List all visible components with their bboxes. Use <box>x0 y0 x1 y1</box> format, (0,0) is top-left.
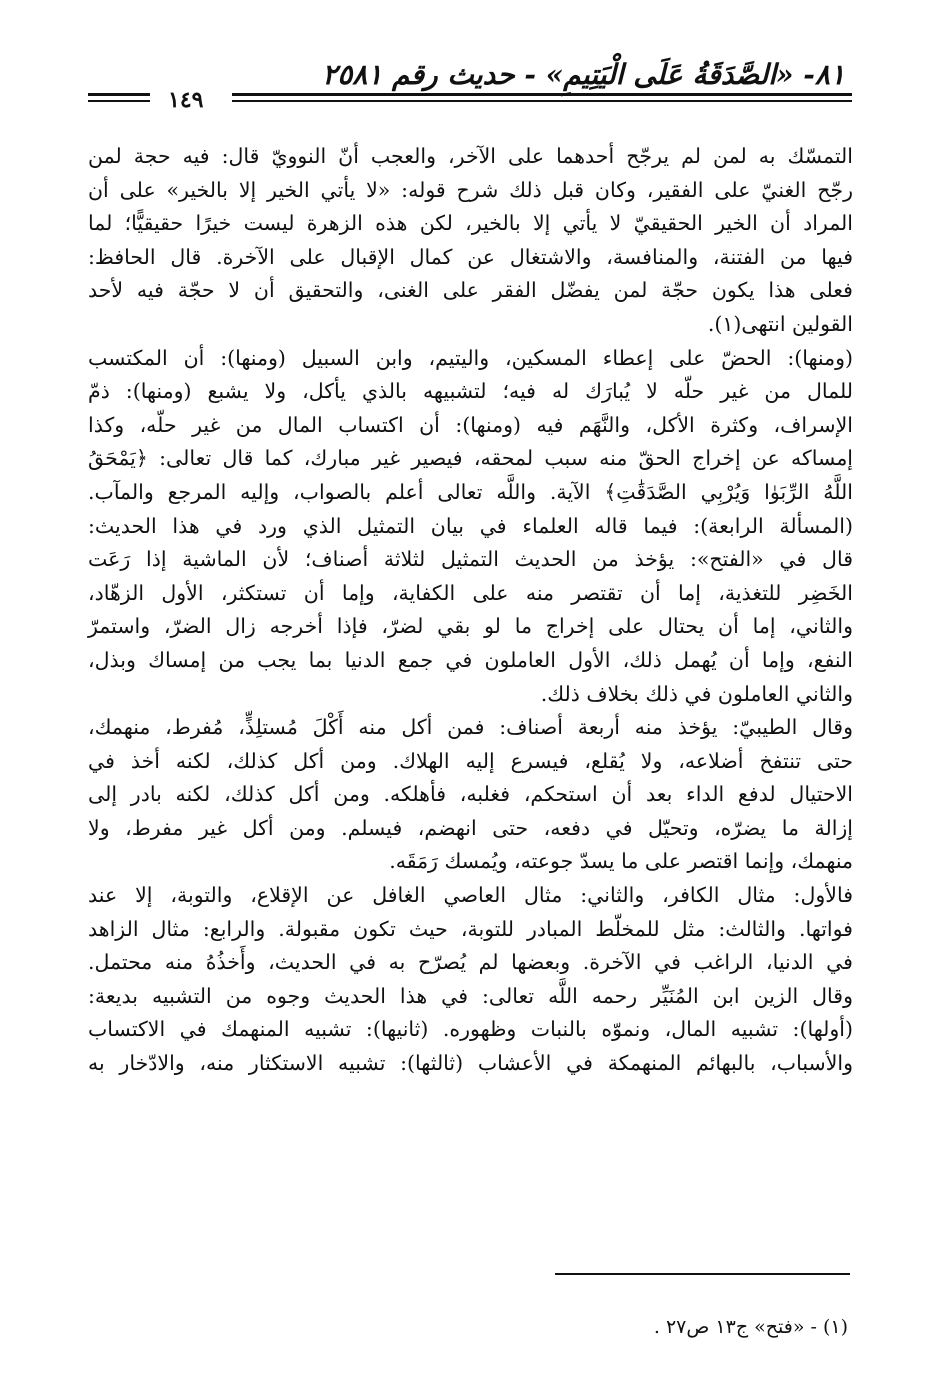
text-line: إزالة ما يضرّه، وتحيّل في دفعه، حتى انهضم، فيسلم. ومن أكل غير مفرط، ولا <box>88 815 853 840</box>
paragraph-3 <box>88 510 853 544</box>
text-line: النفع، وإما أن يُهمل ذلك، الأول العاملون في جمع الدنيا بما يجب من إمساك وبذل، <box>88 647 853 672</box>
text-line: وقال الطيبيّ: يؤخذ منه أربعة أصناف: فمن أكل منه أَكْلَ مُستلِذٍّ، مُفرط، منهمك، <box>88 715 853 740</box>
page-number: ١٤٩ <box>168 87 204 113</box>
text-line: فعلى هذا يكون حجّة لمن يفضّل الفقر على الغنى، والتحقيق أن لا حجّة فيه لأحد <box>88 278 853 303</box>
body-text <box>88 140 853 1081</box>
text-line: والثاني العاملون في ذلك بخلاف ذلك. <box>540 681 853 706</box>
running-title: ٨١- «الصَّدَقَةُ عَلَى الْيَتِيمِ» - حديث رقم ٢٥٨١ <box>322 58 845 91</box>
text-line: إمساكه عن إخراج الحقّ منه سبب لمحقه، فيصير غير مبارك، كما قال تعالى: ﴿يَمْحَقُ <box>88 446 853 471</box>
text-line: فيها من الفتنة، والمنافسة، والاشتغال عن كمال الإقبال على الآخرة. قال الحافظ: <box>88 244 853 269</box>
paragraph-6 <box>88 879 853 980</box>
header-rule-thin <box>232 100 852 102</box>
footnote-separator <box>555 1273 850 1275</box>
paragraph-5 <box>88 711 853 879</box>
text-line: القولين انتهى(١). <box>707 311 853 336</box>
text-line: (أولها): تشبيه المال، ونموّه بالنبات وظهوره. (ثانيها): تشبيه المنهمك في الاكتساب <box>88 1017 853 1042</box>
text-line: والأسباب، بالبهائم المنهمكة في الأعشاب (ثالثها): تشبيه الاستكثار منه، والادّخار به <box>88 1051 853 1076</box>
text-line: للمال من غير حلّه لا يُبارَك له فيه؛ لتشبيهه بالذي يأكل، ولا يشبع (ومنها): ذمّ <box>88 379 853 404</box>
text-line: في الدنيا، الراغب في الآخرة. وبعضها لم يُصرّح به في الحديث، وأَخذُهُ منه محتمل. <box>88 950 853 975</box>
footnote: (١) - «فتح» ج١٣ ص٢٧ . <box>653 1316 848 1338</box>
paragraph-7 <box>88 980 853 1081</box>
text-line: (المسألة الرابعة): فيما قاله العلماء في بيان التمثيل الذي ورد في هذا الحديث: <box>88 513 853 538</box>
text-line: فواتها. والثالث: مثل للمخلّط المبادر للتوبة، حيث تكون مقبولة. والرابع: مثال الزاهد <box>88 916 853 941</box>
text-line: فالأول: مثال الكافر، والثاني: مثال العاصي الغافل عن الإقلاع، والتوبة، إلا عند <box>88 883 853 908</box>
page-header <box>0 58 940 118</box>
text-line: والثاني، إما أن يحتال على إخراج ما لو بقي لضرّ، فإذا أخرجه زال الضرّ، واستمرّ <box>88 614 853 639</box>
header-rule-left-thin <box>88 100 150 102</box>
text-line: رجّح الغنيّ على الفقير، وكان قبل ذلك شرح قوله: «لا يأتي الخير إلا بالخير» على أن <box>88 177 853 202</box>
header-rule-thick <box>232 93 852 96</box>
text-line: الخَضِر للتغذية، إما أن تقتصر منه على الكفاية، وإما أن تستكثر، الأول الزهّاد، <box>88 580 853 605</box>
text-line: الاحتيال لدفع الداء بعد أن استحكم، فغلبه، فأهلكه. ومن أكل كذلك، لكنه بادر إلى <box>88 782 853 807</box>
text-line: اللَّهُ الرِّبَوٰا وَيُرْبِي الصَّدَقَٰتِ﴾ الآية. واللَّه تعالى أعلم بالصواب، وإليه المرجع والمآب. <box>88 479 853 504</box>
text-line: حتى تنتفخ أضلاعه، ولا يُقلع، فيسرع إليه الهلاك. ومن أكل كذلك، لكنه أخذ في <box>88 748 853 773</box>
text-line: وقال الزين ابن المُنَيِّر رحمه اللَّه تعالى: في هذا الحديث وجوه من التشبيه بديعة: <box>88 983 853 1008</box>
header-rule-left-thick <box>88 93 150 96</box>
text-line: المراد أن الخير الحقيقيّ لا يأتي إلا بالخير، لكن هذه الزهرة ليست خيرًا حقيقيًّا؛ لما <box>88 211 853 236</box>
paragraph-4 <box>88 543 853 711</box>
text-line: الإسراف، وكثرة الأكل، والنَّهَم فيه (ومنها): أن اكتساب المال من غير حلّه، وكذا <box>88 412 853 437</box>
text-line: (ومنها): الحضّ على إعطاء المسكين، واليتيم، وابن السبيل (ومنها): أن المكتسب <box>88 345 853 370</box>
paragraph-1 <box>88 140 853 342</box>
paragraph-2 <box>88 342 853 510</box>
text-line: التمسّك به لمن لم يرجّح أحدهما على الآخر، والعجب أنّ النوويّ قال: فيه حجة لمن <box>88 144 853 168</box>
text-line: قال في «الفتح»: يؤخذ من الحديث التمثيل لثلاثة أصناف؛ لأن الماشية إذا رَعَت <box>88 547 853 572</box>
text-line: منهمك، وإنما اقتصر على ما يسدّ جوعته، ويُمسك رَمَقَه. <box>389 849 853 874</box>
